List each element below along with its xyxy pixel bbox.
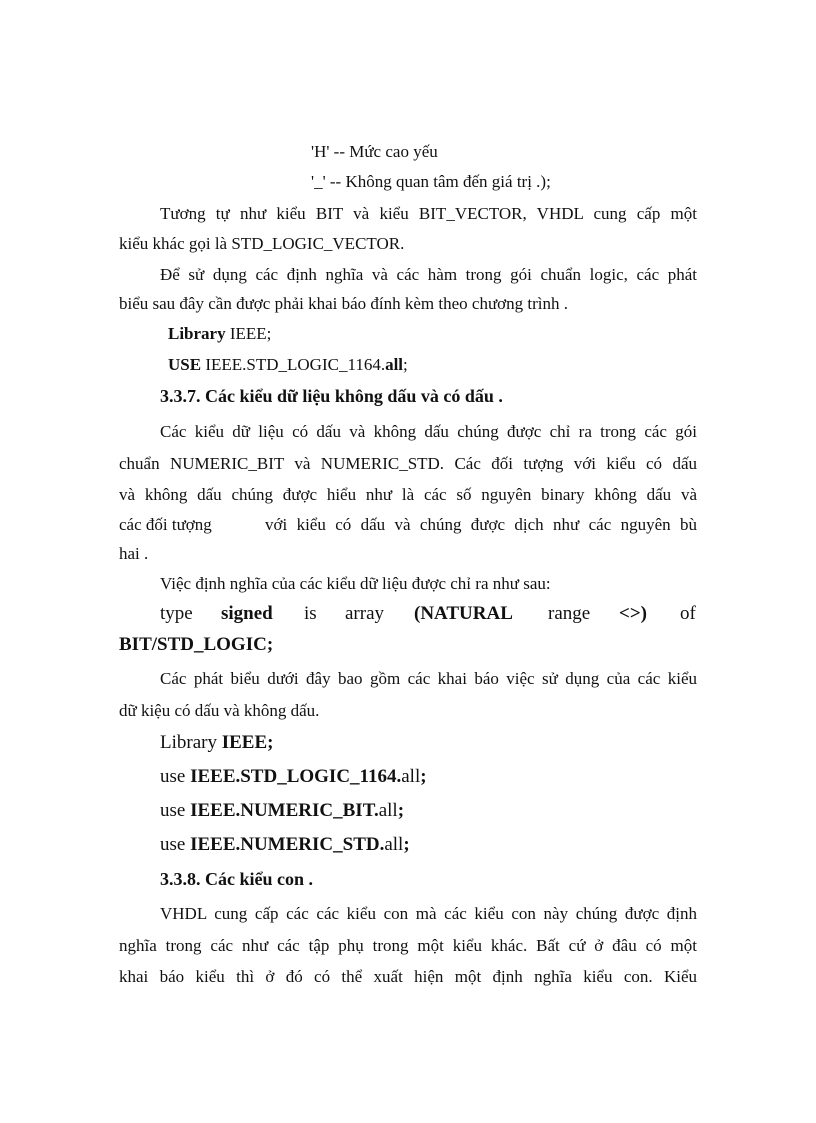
code-line-use — [160, 834, 410, 856]
paragraph-line: biểu sau đây cần được phải khai báo đính kèm theo chương trình . — [119, 294, 569, 313]
paragraph-line: dữ kiệu có dấu và không dấu. — [119, 701, 320, 720]
keyword: ; — [420, 766, 427, 787]
paragraph-line: Tương tự như kiểu BIT và kiểu BIT_VECTOR, VHDL cung cấp một — [160, 204, 697, 223]
section-heading: 3.3.7. Các kiểu dữ liệu không dấu và có dấu . — [160, 386, 503, 406]
code-line-type: BIT/STD_LOGIC; — [119, 634, 274, 655]
code-line-use — [160, 800, 404, 822]
paragraph-line: Các kiểu dữ liệu có dấu và không dấu chúng được chỉ ra trong các gói — [160, 422, 697, 441]
keyword: ; — [403, 834, 410, 855]
code-text: IEEE; — [225, 324, 272, 343]
paragraph-line: hai . — [119, 544, 149, 563]
keyword: IEEE; — [221, 732, 274, 753]
keyword: IEEE.NUMERIC_STD. — [190, 834, 385, 855]
code-text: IEEE.STD_LOGIC_1164. — [201, 355, 386, 374]
keyword: IEEE.NUMERIC_BIT. — [190, 800, 379, 821]
keyword: Library — [168, 324, 226, 343]
code-text: use — [160, 766, 191, 787]
code-token: signed — [221, 603, 273, 624]
code-text: use — [160, 800, 191, 821]
keyword: IEEE.STD_LOGIC_1164. — [190, 766, 402, 787]
code-token: (NATURAL — [414, 603, 513, 624]
code-line-library — [168, 323, 271, 345]
code-token: range — [548, 603, 591, 624]
paragraph-line: Việc định nghĩa của các kiểu dữ liệu được chỉ ra như sau: — [160, 574, 551, 593]
code-token: is — [304, 603, 317, 624]
paragraph-line: VHDL cung cấp các các kiểu con mà các kiểu con này chúng được định — [160, 904, 697, 923]
code-token: <>) — [619, 603, 647, 624]
paragraph-line: nghĩa trong các như các tập phụ trong một kiểu khác. Bất cứ ở đâu có một — [119, 936, 697, 955]
code-line-dontcare: '_' -- Không quan tâm đến giá trị .); — [311, 172, 551, 191]
keyword: USE — [168, 355, 202, 374]
code-token: type — [160, 603, 193, 624]
code-text: all — [378, 800, 398, 821]
code-text: all — [401, 766, 421, 787]
paragraph-line: Để sử dụng các định nghĩa và các hàm trong gói chuẩn logic, các phát — [160, 265, 697, 284]
paragraph-line: khai báo kiểu thì ở đó có thể xuất hiện một định nghĩa kiểu con. Kiểu — [119, 967, 697, 986]
code-line-h: 'H' -- Mức cao yếu — [311, 142, 438, 161]
paragraph-line: các đối tượng — [119, 515, 212, 534]
paragraph-line: với kiểu có dấu và chúng được dịch như các nguyên bù — [265, 515, 697, 534]
code-text: all — [384, 834, 404, 855]
paragraph-line: kiểu khác gọi là STD_LOGIC_VECTOR. — [119, 234, 405, 253]
keyword: ; — [397, 800, 405, 821]
code-line-use — [168, 354, 408, 376]
code-token: of — [680, 603, 696, 624]
paragraph-line: và không dấu chúng được hiểu như là các số nguyên binary không dấu và — [119, 485, 697, 504]
code-line-use — [160, 766, 427, 788]
code-line-library — [160, 732, 273, 754]
paragraph-line: chuẩn NUMERIC_BIT và NUMERIC_STD. Các đối tượng với kiểu có dấu — [119, 454, 697, 473]
paragraph-line: Các phát biểu dưới đây bao gồm các khai báo việc sử dụng của các kiểu — [160, 669, 697, 688]
code-text: use — [160, 834, 191, 855]
keyword: all — [385, 355, 404, 374]
code-token: array — [345, 603, 385, 624]
code-text: Library — [160, 732, 222, 753]
section-heading: 3.3.8. Các kiểu con . — [160, 869, 313, 889]
code-text: ; — [403, 355, 408, 374]
